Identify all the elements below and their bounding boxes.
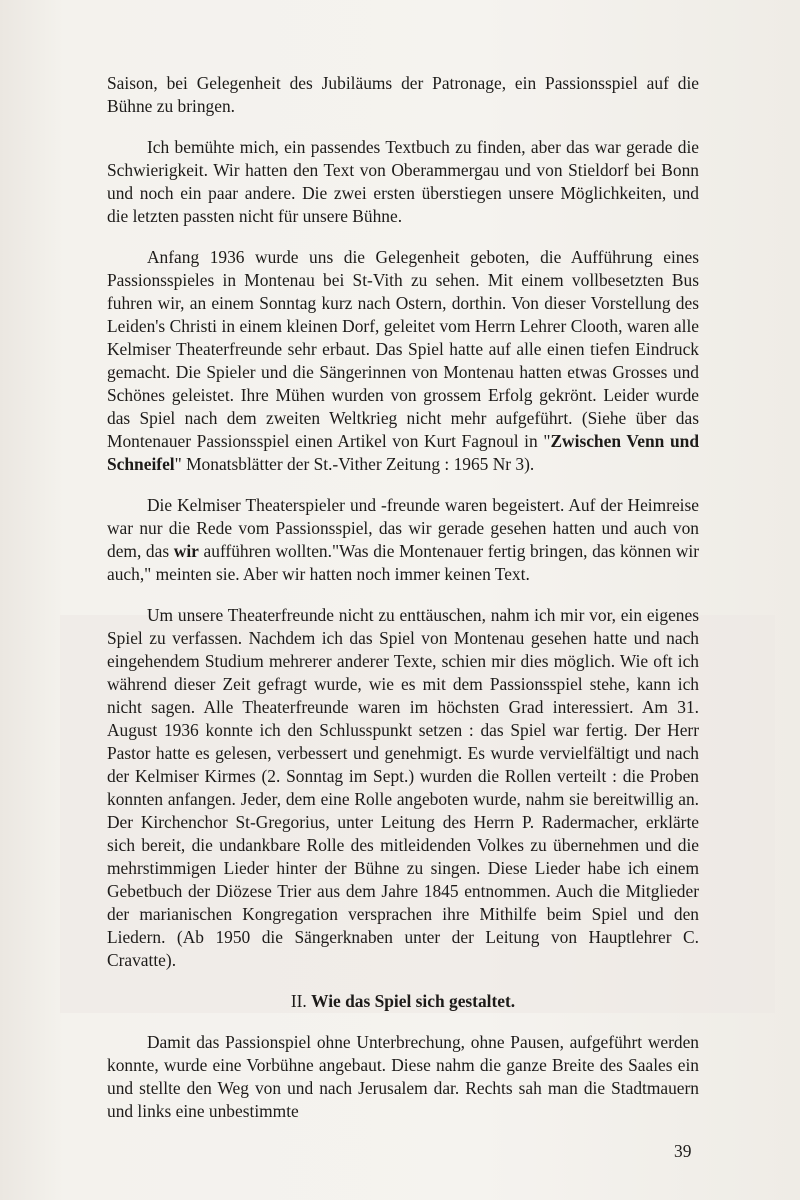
paragraph-5: Um unsere Theaterfreunde nicht zu enttäuschen, nahm ich mir vor, ein eigenes Spiel zu verfassen. Nachdem ich das Spiel von Montenau gesehen hatte und nach eingehendem Studium mehrerer anderer Texte, schien mir dies möglich. Wie oft ich während dieser Zeit gefragt wurde, wie es mit dem Passionsspiel stehe, kann ich nicht sagen. Alle Theaterfreunde waren im höchsten Grad interessiert. Am 31. August 1936 konnte ich den Schlusspunkt setzen : das Spiel war fertig. Der Herr Pastor hatte es gelesen, verbessert und genehmigt. Es wurde vervielfältigt und nach der Kelmiser Kirmes (2. Sonntag im Sept.) wurden die Rollen verteilt : die Proben konnten anfangen. Jeder, dem eine Rolle angeboten wurde, nahm sie bereitwillig an. Der Kirchenchor St-Gregorius, unter Leitung des Herrn P. Radermacher, erklärte sich bereit, die undankbare Rolle des mitleidenden Volkes zu übernehmen und die mehrstimmigen Lieder hinter der Bühne zu singen. Diese Lieder habe ich einem Gebetbuch der Diözese Trier aus dem Jahre 1845 entnommen. Auch die Mitglieder der marianischen Kongregation versprachen ihre Mithilfe beim Spiel und den Liedern. (Ab 1950 die Sängerknaben unter der Leitung von Hauptlehrer C. Cravatte). [107, 605, 699, 970]
paragraph-1: Saison, bei Gelegenheit des Jubiläums der Patronage, ein Passionsspiel auf die Bühne zu bringen. [107, 73, 699, 116]
paragraph-4-text-b: aufführen wollten."Was die Montenauer fertig bringen, das können wir auch," meinten sie. Aber wir hatten noch immer keinen Text. [107, 541, 700, 584]
paragraph-2: Ich bemühte mich, ein passendes Textbuch zu finden, aber das war gerade die Schwierigkeit. Wir hatten den Text von Oberammergau und von Stieldorf bei Bonn und noch ein paar andere. Die zwei ersten überstiegen unsere Möglichkeiten, und die letzten passten nicht für unsere Bühne. [107, 137, 699, 226]
paragraph-3-text-b: " Monatsblätter der St.-Vither Zeitung : 1965 Nr 3). [174, 454, 535, 474]
paragraph-4 [107, 494, 699, 586]
emphasis-wir: wir [173, 541, 199, 561]
journal-title: Zwischen Venn und Schneifel [107, 431, 699, 474]
paragraph-6: Damit das Passionspiel ohne Unterbrechung, ohne Pausen, aufgeführt werden konnte, wurde eine Vorbühne angebaut. Diese nahm die ganze Breite des Saales ein und stellte den Weg von und nach Jerusalem dar. Rechts sah man die Stadtmauern und links eine unbestimmte [107, 1032, 699, 1121]
paragraph-3 [107, 246, 699, 476]
paragraph-4-text-a: Die Kelmiser Theaterspieler und -freunde waren begeistert. Auf der Heimreise war nur die Rede vom Passionsspiel, das wir gerade gesehen hatten und auch von dem, das [107, 495, 699, 561]
page-number: 39 [674, 1141, 692, 1161]
section-number: II. [290, 991, 307, 1011]
section-title: Wie das Spiel sich gestaltet. [311, 991, 516, 1011]
page-body [107, 72, 699, 1141]
paragraph-3-text-a: Anfang 1936 wurde uns die Gelegenheit geboten, die Aufführung eines Passionsspieles in Montenau bei St-Vith zu sehen. Mit einem vollbesetzten Bus fuhren wir, an einem Sonntag kurz nach Ostern, dorthin. Von dieser Vorstellung des Leiden's Christi in einem kleinen Dorf, geleitet vom Herrn Lehrer Clooth, waren alle Kelmiser Theaterfreunde sehr erbaut. Das Spiel hatte auf alle einen tiefen Eindruck gemacht. Die Spieler und die Sängerinnen von Montenau hatten etwas Grosses und Schönes geleistet. Ihre Mühen wurden von grossem Erfolg gekrönt. Leider wurde das Spiel nach dem zweiten Weltkrieg nicht mehr aufgeführt. (Siehe über das Montenauer Passionsspiel einen Artikel von Kurt Fagnoul in " [107, 247, 699, 451]
section-heading [107, 990, 699, 1013]
